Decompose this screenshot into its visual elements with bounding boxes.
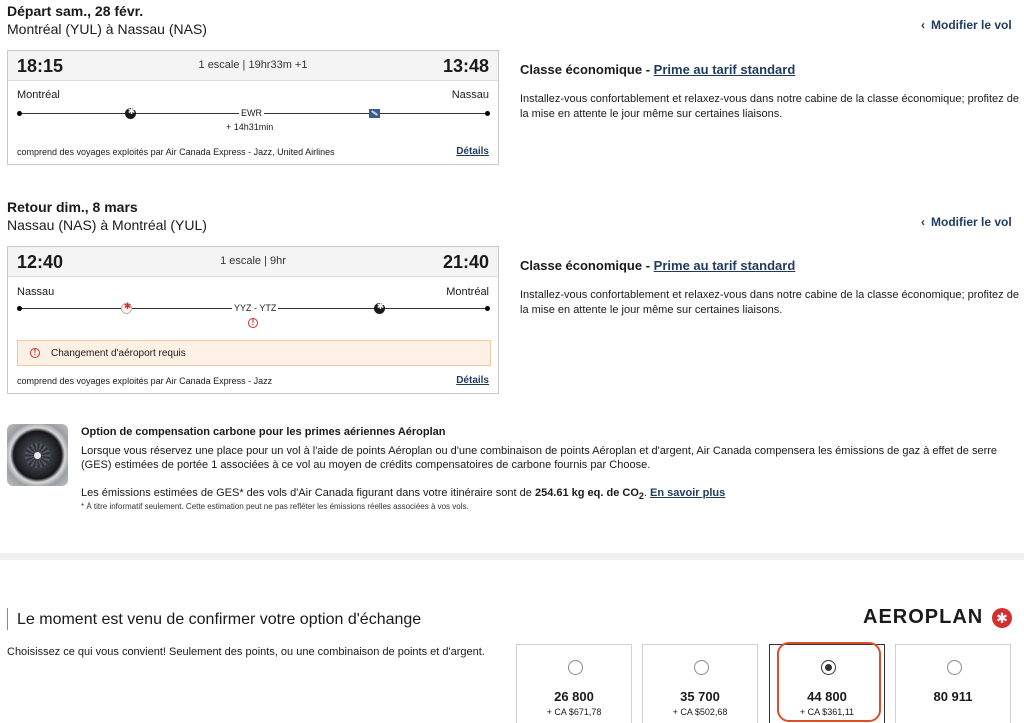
aeroplan-logo: AEROPLAN [863,606,984,628]
emissions-statement [81,487,725,501]
emissions-footnote: * À titre informatif seulement. Cette estimation peut ne pas refléter les émissions réelles associées à vos vols. [81,502,469,511]
outbound-stop-code: EWR [241,108,262,118]
return-origin-city: Nassau [17,286,55,298]
air-canada-logo-icon [125,108,136,119]
learn-more-link[interactable]: En savoir plus [650,487,726,499]
option-cash: + CA $361,11 [799,707,855,717]
return-arrival-time: 21:40 [442,252,489,272]
return-card-header [8,247,498,277]
return-stops: 1 escale | 9hr [220,255,286,267]
warning-icon: ! [248,318,258,328]
return-operated-by: comprend des voyages exploités par Air Canada Express - Jazz [17,376,273,386]
return-cabin-description: Installez-vous confortablement et relaxez-vous dans notre cabine de la classe économique; profitez de la mise en attente le jour même sur certaines liaisons. [520,289,1019,316]
outbound-stops: 1 escale | 19hr33m +1 [198,59,308,71]
section-accent-bar [7,608,8,630]
carbon-offset-text: Lorsque vous réservez une place pour un vol à l'aide de points Aéroplan ou d'une combinaison de points Aéroplan et d'argent, Air Canada compensera les émissions de gaz à effet de serre (GES) estimées de portée 1 associées à ce vol au moyen de crédits compensatoires de carbone fournis par Choose. [81,445,998,471]
option-points: 44 800 [807,689,847,704]
air-canada-logo-icon [374,303,385,314]
section-divider [0,553,1024,560]
outbound-flight-card [7,50,499,165]
chevron-left-icon: ‹ [921,18,925,32]
air-canada-express-logo-icon [121,303,132,314]
selected-option-highlight [777,642,881,722]
return-destination-dot [485,306,490,311]
emissions-suffix: . [643,487,647,499]
united-airlines-logo-icon [369,109,380,118]
outbound-details-link[interactable]: Détails [456,146,489,157]
return-destination-city: Montréal [446,286,489,298]
outbound-destination-dot [485,111,490,116]
option-cash: + CA $671,78 [546,707,602,717]
outbound-card-header [8,51,498,81]
return-departure-time: 12:40 [17,252,64,272]
return-modify-label: Modifier le vol [931,215,1012,229]
return-flight-card [7,246,499,394]
return-details-link[interactable]: Détails [456,375,489,386]
outbound-modify-button[interactable] [921,18,1012,32]
return-origin-dot [17,306,22,311]
outbound-operated-by: comprend des voyages exploités par Air Canada Express - Jazz, United Airlines [17,147,335,157]
return-cabin-class: Classe économique - [520,258,651,273]
option-points: 80 911 [933,689,973,704]
confirm-exchange-title: Le moment est venu de confirmer votre option d'échange [17,611,422,628]
outbound-cabin-class: Classe économique - [520,62,651,77]
outbound-layover: + 14h31min [226,122,274,132]
chevron-left-icon: ‹ [921,215,925,229]
outbound-destination-city: Nassau [451,89,489,101]
exchange-option-1[interactable] [516,644,632,723]
airport-change-alert-text: Changement d'aéroport requis [51,348,186,359]
airport-change-alert [17,340,491,366]
return-route: Nassau (NAS) à Montréal (YUL) [7,217,207,233]
exchange-option-4[interactable] [895,644,1011,723]
outbound-heading: Départ sam., 28 févr. [7,3,144,19]
maple-leaf-icon: ✱ [992,608,1012,628]
option-radio[interactable] [947,660,962,675]
outbound-modify-label: Modifier le vol [931,18,1012,32]
emissions-prefix: Les émissions estimées de GES* des vols d'Air Canada figurant dans votre itinéraire sont de [81,487,532,499]
jet-engine-image [7,424,68,486]
outbound-cabin-title [520,62,795,77]
carbon-offset-title: Option de compensation carbone pour les primes aériennes Aéroplan [81,426,446,438]
confirm-exchange-description: Choisissez ce qui vous convient! Seulement des points, ou une combinaison de points et d'argent. [7,646,485,658]
return-modify-button[interactable] [921,215,1012,229]
option-cash: + CA $502,68 [672,707,728,717]
option-radio[interactable] [694,660,709,675]
return-heading: Retour dim., 8 mars [7,199,138,215]
outbound-cabin-description: Installez-vous confortablement et relaxez-vous dans notre cabine de la classe économique; profitez de la mise en attente le jour même sur certaines liaisons. [520,93,1019,120]
exchange-option-2[interactable] [642,644,758,723]
warning-icon: ! [30,348,40,358]
outbound-arrival-time: 13:48 [442,56,489,76]
option-points: 26 800 [554,689,594,704]
return-fare-link[interactable]: Prime au tarif standard [653,258,796,273]
return-stop-code: YYZ - YTZ [234,303,277,313]
outbound-origin-city: Montréal [17,89,60,101]
outbound-origin-dot [17,111,22,116]
return-cabin-title [520,258,795,273]
outbound-fare-link[interactable]: Prime au tarif standard [653,62,796,77]
outbound-route: Montréal (YUL) à Nassau (NAS) [7,21,207,37]
option-radio[interactable] [568,660,583,675]
emissions-value: 254.61 kg eq. de $CO_2$ [534,487,644,502]
outbound-departure-time: 18:15 [17,56,64,76]
option-points: 35 700 [680,689,720,704]
